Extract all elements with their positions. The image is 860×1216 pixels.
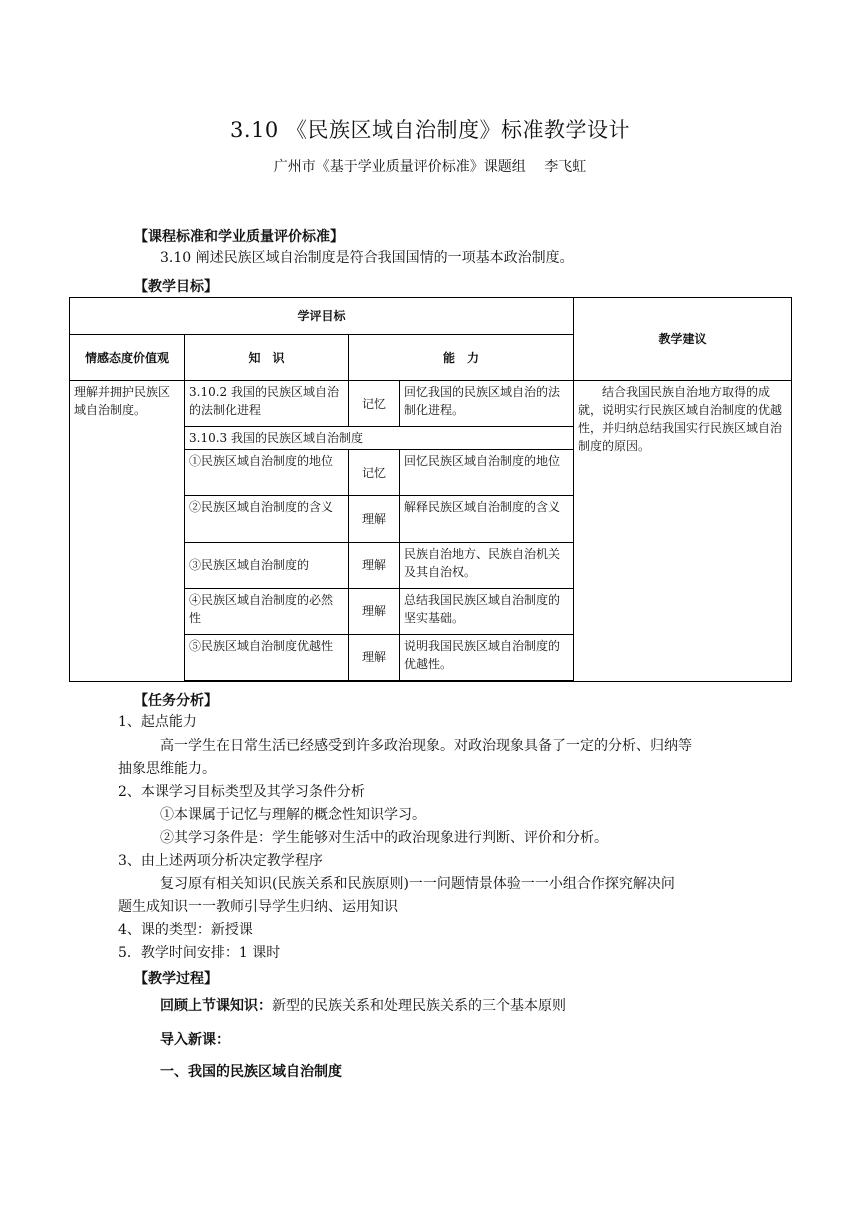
level-cell: 记忆: [349, 381, 400, 427]
review-label: 回顾上节课知识：: [160, 998, 272, 1014]
task-p1-title: 1、起点能力: [118, 714, 197, 730]
knowledge-cell: 3.10.2 我国的民族区域自治的法制化进程: [185, 381, 349, 427]
header-jianyi: 教学建议: [574, 298, 792, 381]
attitude-cell: 理解并拥护民族区域自治制度。: [70, 381, 185, 682]
subheading-cell: 3.10.3 我国的民族区域自治制度: [185, 427, 574, 450]
ability-cell: 回忆我国的民族区域自治的法制化进程。: [400, 381, 574, 427]
task-heading: 【任务分析】: [134, 693, 218, 709]
knowledge-cell: ⑤民族区域自治制度优越性: [185, 634, 349, 680]
intro-label: 导入新课：: [160, 1032, 230, 1048]
knowledge-cell: ③民族区域自治制度的: [185, 542, 349, 588]
knowledge-cell: ②民族区域自治制度的含义: [185, 496, 349, 542]
ability-cell: 解释民族区域自治制度的含义: [400, 496, 574, 542]
level-cell: 理解: [349, 542, 400, 588]
task-p3-text-cont: 题生成知识一一教师引导学生归纳、运用知识: [118, 899, 398, 915]
task-p1-text-cont: 抽象思维能力。: [118, 761, 216, 777]
ability-cell: 民族自治地方、民族自治机关及其自治权。: [400, 542, 574, 588]
ability-cell: 总结我国民族区域自治制度的坚实基础。: [400, 588, 574, 634]
ability-cell: 说明我国民族区域自治制度的优越性。: [400, 634, 574, 680]
level-cell: 记忆: [349, 450, 400, 496]
level-cell: 理解: [349, 634, 400, 680]
header-nengli: 能 力: [349, 335, 574, 381]
task-p2-item1: ①本课属于记忆与理解的概念性知识学习。: [160, 807, 426, 823]
suggestion-cell: 结合我国民族自治地方取得的成就，说明实行民族区域自治制度的优越性，并归纳总结我国实行民族区域自治制度的原因。: [574, 381, 792, 682]
header-xueping: 学评目标: [70, 298, 574, 335]
level-cell: 理解: [349, 496, 400, 542]
review-line: [160, 996, 566, 1016]
goals-heading: 【教学目标】: [134, 279, 218, 295]
page-title: 3.10 《民族区域自治制度》标准教学设计: [230, 118, 630, 142]
knowledge-cell: ④民族区域自治制度的必然性: [185, 588, 349, 634]
task-p1-text: 高一学生在日常生活已经感受到许多政治现象。对政治现象具备了一定的分析、归纳等: [160, 738, 692, 754]
task-p5: 5．教学时间安排：1 课时: [118, 945, 281, 961]
standards-text: 3.10 阐述民族区域自治制度是符合我国国情的一项基本政治制度。: [160, 250, 574, 266]
task-p2-item2: ②其学习条件是：学生能够对生活中的政治现象进行判断、评价和分析。: [160, 830, 608, 846]
task-p2-title: 2、本课学习目标类型及其学习条件分析: [118, 784, 365, 800]
teaching-goals-table: [69, 297, 792, 682]
task-p4: 4、课的类型：新授课: [118, 922, 253, 938]
ability-cell: 回忆民族区域自治制度的地位: [400, 450, 574, 496]
section-heading: 一、我国的民族区域自治制度: [160, 1064, 342, 1080]
task-p3-text: 复习原有相关知识(民族关系和民族原则)一一问题情景体验一一小组合作探究解决问: [160, 876, 675, 892]
process-heading: 【教学过程】: [134, 971, 218, 987]
knowledge-cell: ①民族区域自治制度的地位: [185, 450, 349, 496]
level-cell: 理解: [349, 588, 400, 634]
standards-heading: 【课程标准和学业质量评价标准】: [134, 229, 344, 245]
page-subtitle: 广州市《基于学业质量评价标准》课题组 李飞虹: [273, 159, 587, 175]
header-qinggan: 情感态度价值观: [70, 335, 185, 381]
task-p3-title: 3、由上述两项分析决定教学程序: [118, 853, 323, 869]
header-zhishi: 知 识: [185, 335, 349, 381]
review-text: 新型的民族关系和处理民族关系的三个基本原则: [272, 998, 566, 1014]
